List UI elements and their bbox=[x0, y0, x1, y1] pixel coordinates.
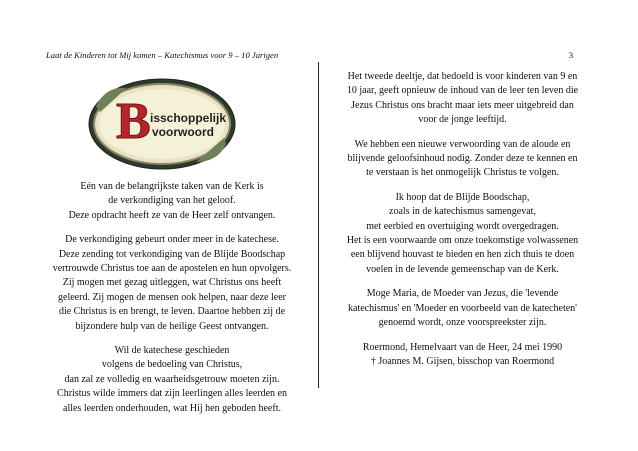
text-line: met eerbied en overtuiging wordt overgedragen. bbox=[366, 220, 559, 232]
text-line: voor de jonge leeftijd. bbox=[418, 114, 507, 126]
text-line: die Christus is en brengt, te leven. Daartoe hebben zij de bbox=[58, 306, 286, 318]
text-line: Jezus Christus ons bracht maar iets meer uitgebreid dan bbox=[351, 99, 574, 111]
text-line: dan zal ze volledig en waarheidsgetrouw moeten zijn. bbox=[64, 373, 280, 385]
text-line: † Joannes M. Gijsen, bisschop van Roermond bbox=[370, 355, 555, 367]
text-line: Zij mogen met gezag uitleggen, wat Christus ons heeft bbox=[62, 277, 282, 289]
text-line: Deze opdracht heeft ze van de Heer zelf ontvangen. bbox=[68, 209, 276, 221]
right-column bbox=[330, 70, 595, 369]
text-line: Eén van de belangrijkste taken van de Kerk is bbox=[80, 181, 264, 192]
text-line: bijzondere hulp van de heilige Geest ontvangen. bbox=[75, 320, 269, 332]
text-line: vertrouwde Christus toe aan de apostelen en hun opvolgers. bbox=[52, 263, 292, 275]
text-line: Moge Maria, de Moeder van Jezus, die 'levende bbox=[366, 288, 559, 300]
text-line: genoemd wordt, onze voorspreekster zijn. bbox=[378, 317, 547, 329]
text-line: een blijvend houvast te bieden en hen zich thuis te doen bbox=[350, 249, 575, 261]
text-line: te verstaan is het onmogelijk Christus te volgen. bbox=[366, 167, 559, 179]
text-line: Roermond, Hemelvaart van de Heer, 24 mei 1990 bbox=[362, 341, 563, 353]
text-line: Het is een voorwaarde om onze toekomstige volwassenen bbox=[346, 235, 579, 247]
text-line: Christus wilde immers dat zijn leerlingen alles leerden en bbox=[57, 388, 287, 400]
text-line: Deze zending tot verkondiging van de Blijde Boodschap bbox=[58, 248, 286, 260]
bisschoppelijk-voorwoord-logo bbox=[86, 76, 238, 172]
text-line: alles leerden onderhouden, wat Hij hen geboden heeft. bbox=[63, 402, 281, 414]
text-line: blijvende geloofsinhoud nodig. Zonder deze te kennen en bbox=[347, 153, 578, 165]
logo-line-1: isschoppelijk bbox=[150, 111, 227, 125]
text-line: We hebben een nieuwe verwoording van de aloude en bbox=[354, 138, 571, 150]
text-line: zoals in de katechismus samengevat, bbox=[389, 206, 536, 218]
text-line: volgens de bedoeling van Christus, bbox=[101, 359, 243, 371]
text-line: 10 jaar, geeft opnieuw de inhoud van de leer ten leven die bbox=[346, 85, 579, 97]
left-column bbox=[34, 180, 310, 416]
page-number: 3 bbox=[568, 50, 573, 60]
logo-initial-letter: B bbox=[116, 93, 151, 150]
text-line: geleerd. Zij mogen de mensen ook helpen, naar deze leer bbox=[58, 291, 286, 303]
header-title: Laat de Kinderen tot Mij komen – Katechismus voor 9 – 10 Jarigen bbox=[46, 50, 279, 60]
text-line: katechismus' en 'Moeder en voorbeeld van de katecheten' bbox=[348, 302, 577, 314]
text-line: Het tweede deeltje, dat bedoeld is voor kinderen van 9 en bbox=[347, 71, 578, 82]
text-line: De verkondiging gebeurt onder meer in de katechese. bbox=[65, 234, 279, 246]
text-line: de verkondiging van het geloof. bbox=[108, 195, 236, 207]
text-line: Ik hoop dat de Blijde Boodschap, bbox=[395, 191, 530, 203]
text-line: voelen in de levende gemeenschap van de Kerk. bbox=[366, 263, 559, 275]
text-line: Wil de katechese geschieden bbox=[114, 345, 230, 357]
logo-line-2: voorwoord bbox=[152, 125, 214, 139]
column-divider bbox=[318, 62, 319, 388]
